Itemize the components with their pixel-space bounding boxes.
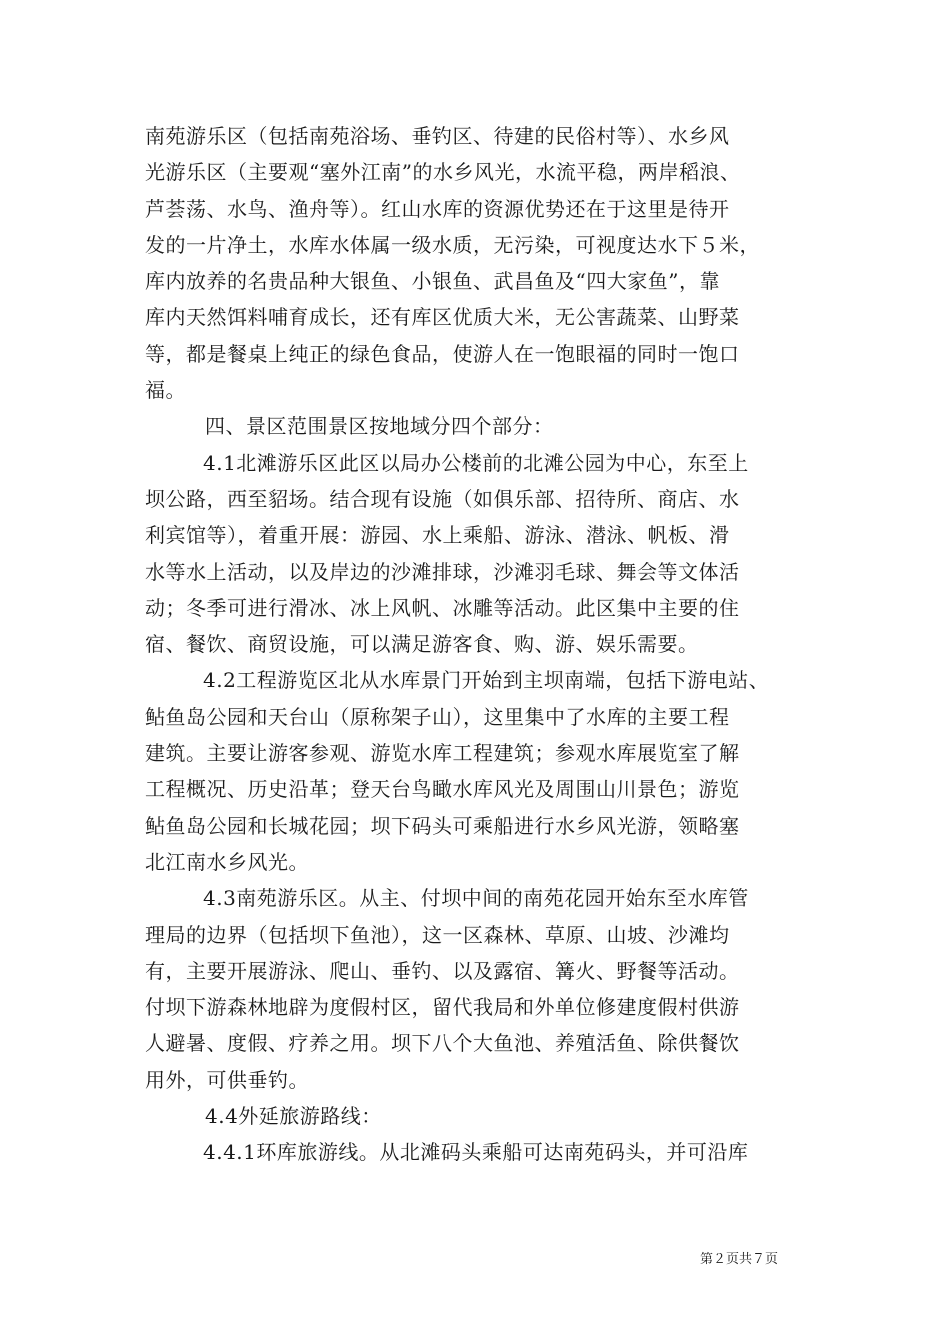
text-line: 库内天然饵料哺育成长，还有库区优质大米，无公害蔬菜、山野菜 — [145, 305, 740, 330]
document-body — [145, 118, 805, 1171]
text-line: 发的一片净土，水库水体属一级水质，无污染，可视度达水下５米， — [145, 232, 760, 257]
text-line: 光游乐区（主要观“塞外江南”的水乡风光，水流平稳，两岸稻浪、 — [145, 160, 741, 185]
text-line: 福。 — [145, 378, 186, 403]
text-line: 动；冬季可进行滑冰、冰上风帆、冰雕等活动。此区集中主要的住 — [145, 595, 740, 620]
page-number-footer: 第２页共７页 — [700, 1252, 779, 1267]
text-line: 利宾馆等），着重开展：游园、水上乘船、游泳、潜泳、帆板、滑 — [145, 523, 730, 548]
text-line: 有，主要开展游泳、爬山、垂钓、以及露宿、篝火、野餐等活动。 — [145, 958, 740, 983]
text-line: 用外，可供垂钓。 — [145, 1067, 309, 1092]
text-line: 工程概况、历史沿革；登天台鸟瞰水库风光及周围山川景色；游览 — [145, 777, 740, 802]
text-line: 四、景区范围景区按地域分四个部分： — [205, 414, 554, 439]
text-line: 南苑游乐区（包括南苑浴场、垂钓区、待建的民俗村等）、水乡风 — [145, 124, 730, 148]
text-line: 水等水上活动，以及岸边的沙滩排球，沙滩羽毛球、舞会等文体活 — [145, 559, 740, 584]
text-line: 付坝下游森林地辟为度假村区，留代我局和外单位修建度假村供游 — [145, 995, 740, 1020]
text-line: 4.3南苑游乐区。从主、付坝中间的南苑花园开始东至水库管 — [203, 886, 749, 911]
text-line: 4.2工程游览区北从水库景门开始到主坝南端，包括下游电站、 — [203, 668, 770, 693]
text-line: 宿、餐饮、商贸设施，可以满足游客食、购、游、娱乐需要。 — [145, 632, 699, 657]
text-line: 人避暑、度假、疗养之用。坝下八个大鱼池、养殖活鱼、除供餐饮 — [145, 1031, 740, 1056]
text-line: 4.4.1环库旅游线。从北滩码头乘船可达南苑码头，并可沿库 — [203, 1140, 749, 1165]
text-line: 库内放养的名贵品种大银鱼、小银鱼、武昌鱼及“四大家鱼”，靠 — [145, 269, 720, 294]
text-line: 理局的边界（包括坝下鱼池），这一区森林、草原、山坡、沙滩均 — [145, 922, 730, 947]
text-line: 芦荟荡、水鸟、渔舟等）。红山水库的资源优势还在于这里是待开 — [145, 196, 730, 221]
text-line: 坝公路，西至貂场。结合现有设施（如俱乐部、招待所、商店、水 — [145, 486, 740, 511]
text-line: 4.1北滩游乐区此区以局办公楼前的北滩公园为中心，东至上 — [203, 450, 749, 475]
text-line: 等，都是餐桌上纯正的绿色食品，使游人在一饱眼福的同时一饱口 — [145, 341, 740, 366]
text-line: 鲇鱼岛公园和长城花园；坝下码头可乘船进行水乡风光游，领略塞 — [145, 813, 740, 838]
text-line: 北江南水乡风光。 — [145, 849, 309, 874]
text-line: 鲇鱼岛公园和天台山（原称架子山），这里集中了水库的主要工程 — [145, 704, 730, 729]
text-line: 建筑。主要让游客参观、游览水库工程建筑；参观水库展览室了解 — [145, 741, 740, 766]
text-line: 4.4外延旅游路线： — [205, 1104, 382, 1129]
